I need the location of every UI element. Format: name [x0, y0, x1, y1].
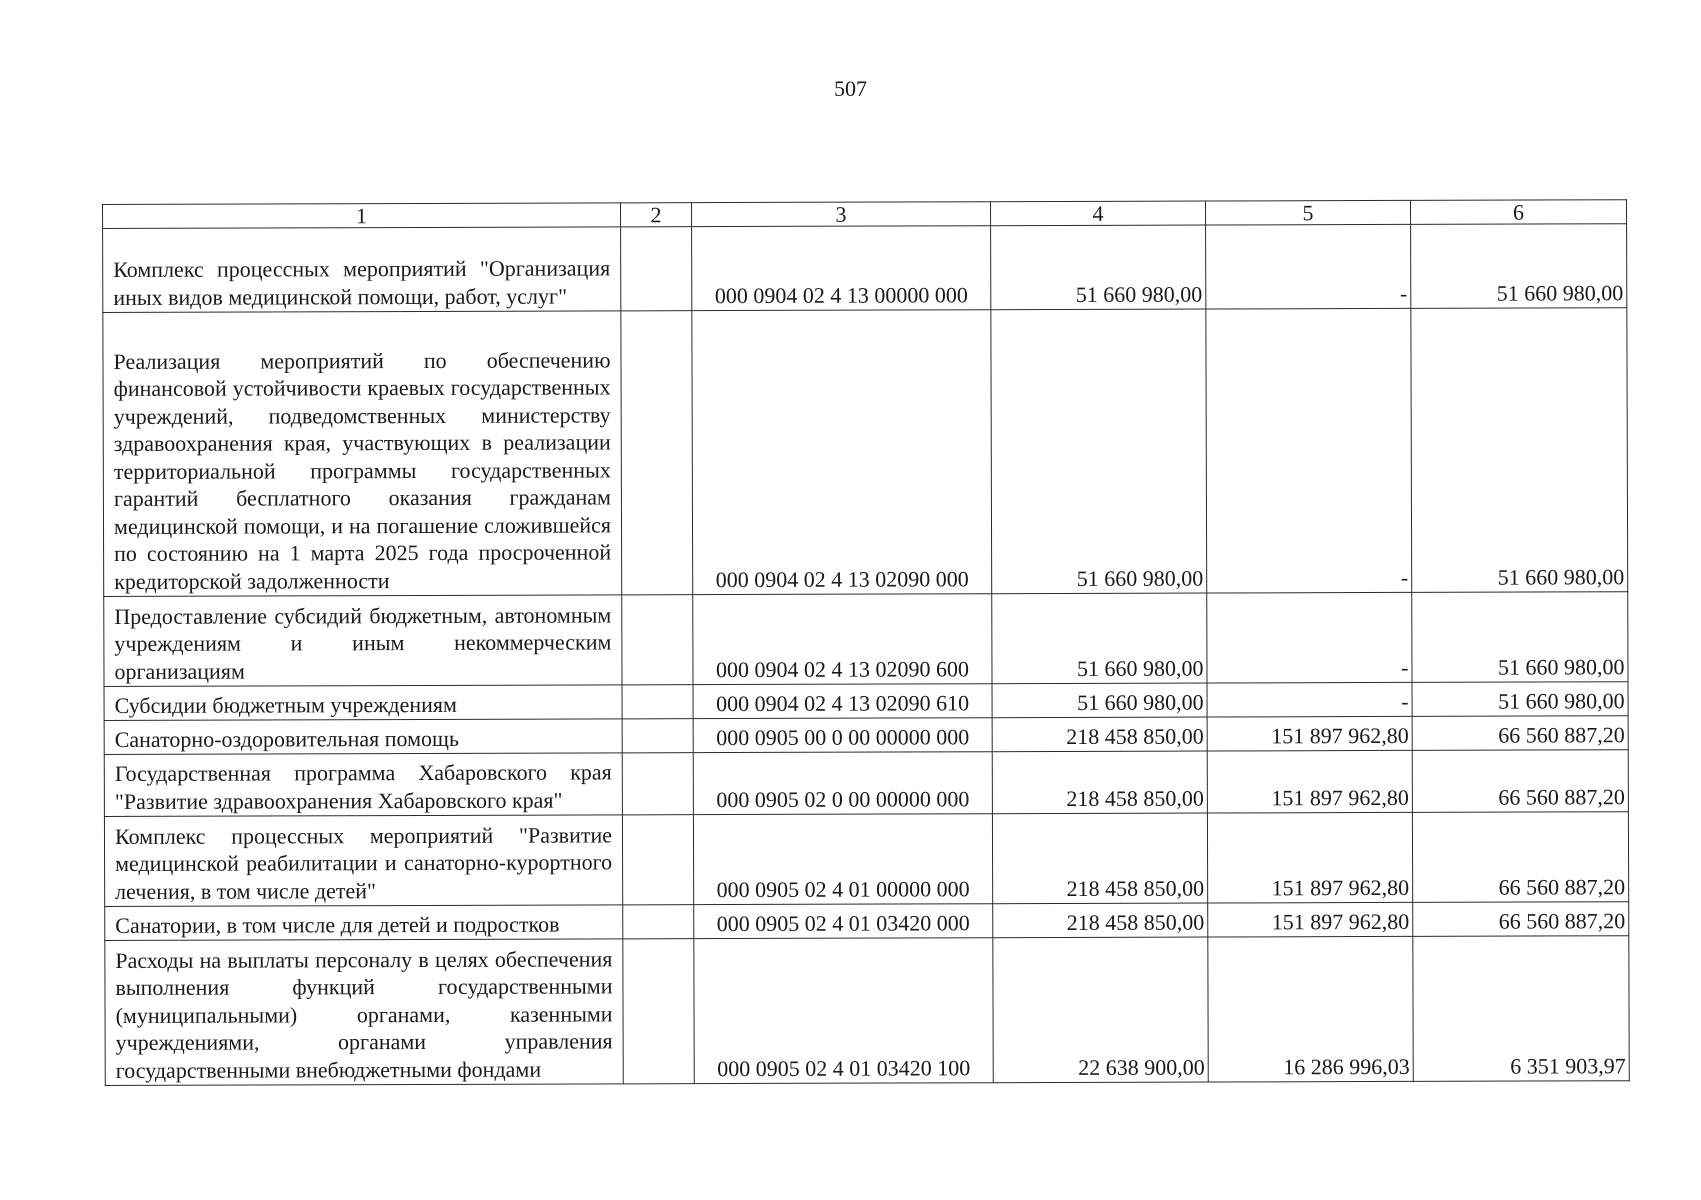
table-row — [104, 716, 1628, 755]
row-col4: 218 458 850,00 — [992, 813, 1207, 904]
row-col6: 51 660 980,00 — [1411, 308, 1628, 593]
row-col5: - — [1207, 682, 1412, 717]
row-col2 — [622, 815, 693, 905]
row-name: Расходы на выплаты персоналу в целях обеспечения выполнения функций государственными (муниципальными) органами, казенными учреждениями, органами управления государственными внебюджетными фондами — [105, 939, 623, 1086]
row-col6: 66 560 887,20 — [1412, 750, 1628, 813]
table-row — [104, 592, 1628, 687]
row-col2 — [622, 753, 693, 815]
table-body — [103, 224, 1630, 1086]
row-name: Комплекс процессных мероприятий "Развитие медицинской реабилитации и санаторно-курортного лечения, в том числе детей" — [104, 815, 622, 907]
row-code: 000 0905 00 0 00 00000 000 — [693, 718, 992, 753]
header-col-2: 2 — [620, 203, 691, 227]
row-col4: 218 458 850,00 — [992, 717, 1207, 752]
header-col-4: 4 — [990, 201, 1205, 226]
row-col5: - — [1206, 308, 1412, 593]
row-col4: 51 660 980,00 — [992, 683, 1207, 718]
budget-table — [102, 199, 1630, 1086]
row-code: 000 0904 02 4 13 00000 000 — [692, 226, 991, 311]
row-col6: 51 660 980,00 — [1412, 682, 1628, 717]
row-col5: 151 897 962,80 — [1207, 716, 1412, 751]
row-col6: 66 560 887,20 — [1413, 902, 1629, 937]
row-col5: 151 897 962,80 — [1207, 812, 1412, 903]
header-col-5: 5 — [1205, 200, 1410, 225]
row-code: 000 0904 02 4 13 02090 600 — [693, 594, 992, 685]
header-col-6: 6 — [1410, 200, 1626, 225]
row-name: Реализация мероприятий по обеспечению финансовой устойчивости краевых государственных учреждений, подведомственных министерству здравоохранения края, участвующих в реализации территориальной программы государственных гарантий бесплатного оказания гражданам медицинской помощи, и на погашение сложившейся по состоянию на 1 марта 2025 года просроченной кредиторской задолженности — [103, 311, 622, 597]
row-col4: 51 660 980,00 — [991, 309, 1207, 594]
row-col2 — [622, 719, 693, 753]
row-col6: 51 660 980,00 — [1411, 224, 1627, 309]
table-row — [103, 308, 1628, 597]
row-code: 000 0905 02 0 00 00000 000 — [693, 752, 992, 815]
row-col6: 66 560 887,20 — [1412, 716, 1628, 751]
row-col2 — [622, 685, 693, 719]
row-code: 000 0905 02 4 01 03420 000 — [694, 904, 993, 939]
row-col5: - — [1207, 592, 1412, 683]
table-row — [105, 902, 1629, 941]
row-name: Санатории, в том числе для детей и подростков — [105, 905, 623, 941]
row-name: Субсидии бюджетным учреждениям — [104, 685, 622, 721]
row-col2 — [623, 939, 694, 1084]
row-col4: 218 458 850,00 — [992, 751, 1207, 814]
page-number: 507 — [834, 76, 867, 101]
row-col5: 16 286 996,03 — [1208, 936, 1413, 1082]
row-col5: 151 897 962,80 — [1207, 750, 1412, 813]
row-col2 — [621, 227, 692, 311]
header-col-1: 1 — [103, 203, 621, 229]
row-col4: 51 660 980,00 — [992, 593, 1207, 684]
row-col2 — [622, 595, 693, 685]
row-name: Государственная программа Хабаровского края "Развитие здравоохранения Хабаровского края" — [104, 753, 622, 817]
table-row — [105, 936, 1629, 1086]
row-col4: 22 638 900,00 — [993, 937, 1208, 1083]
row-col6: 66 560 887,20 — [1412, 812, 1628, 903]
row-code: 000 0904 02 4 13 02090 000 — [692, 310, 992, 595]
row-col4: 218 458 850,00 — [993, 903, 1208, 938]
row-name: Санаторно-оздоровительная помощь — [104, 719, 622, 755]
table-row — [104, 750, 1628, 817]
table-row — [104, 812, 1628, 907]
row-col2 — [623, 905, 694, 939]
row-col4: 51 660 980,00 — [991, 225, 1206, 310]
row-code: 000 0905 02 4 01 03420 100 — [694, 938, 993, 1084]
row-code: 000 0904 02 4 13 02090 610 — [693, 684, 992, 719]
row-name: Комплекс процессных мероприятий "Организация иных видов медицинской помощи, работ, услуг" — [103, 227, 621, 313]
row-col5: - — [1206, 224, 1411, 309]
row-col2 — [621, 311, 693, 595]
table-row — [104, 682, 1628, 721]
row-name: Предоставление субсидий бюджетным, автономным учреждениям и иным некоммерческим организациям — [104, 595, 622, 687]
row-col6: 51 660 980,00 — [1412, 592, 1628, 683]
header-col-3: 3 — [691, 202, 990, 227]
row-code: 000 0905 02 4 01 00000 000 — [693, 814, 992, 905]
row-col5: 151 897 962,80 — [1208, 902, 1413, 937]
row-col6: 6 351 903,97 — [1413, 936, 1629, 1082]
table-row — [103, 224, 1627, 313]
